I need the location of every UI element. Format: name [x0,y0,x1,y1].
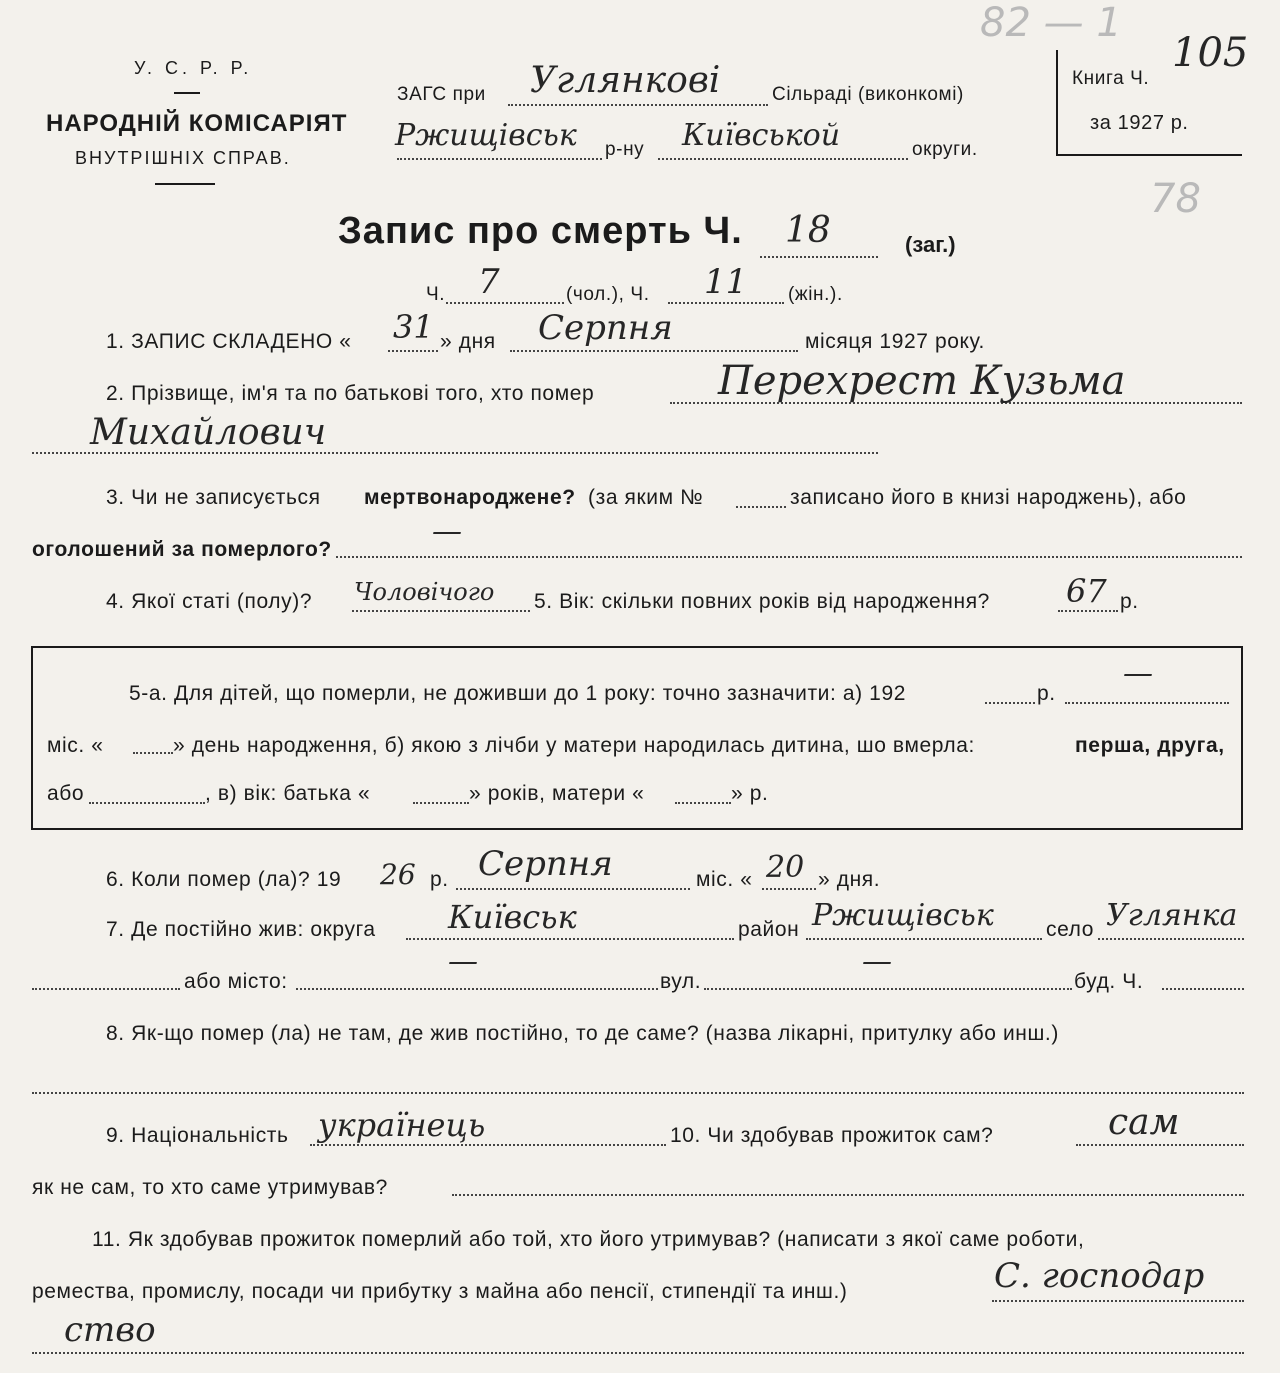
female-count-value: 11 [704,262,748,302]
q5a-day-line [133,752,173,754]
q5a-line3-b: , в) вік: батька « [205,782,371,805]
q1-mid: » дня [440,330,496,353]
zags-suffix: Сільраді (виконкомі) [772,84,964,105]
q7-vul-line [704,988,1072,990]
q10-answer-value: сам [1108,1102,1180,1143]
q5a-mother-age-line [675,802,731,804]
commissariat-label: НАРОДНІЙ КОМІСАРІЯТ [46,110,348,137]
q11-line1: 11. Як здобував прожиток померлий або той, хто його утримував? (написати з якої саме роботи, [92,1228,1085,1251]
okrug-value: Київськой [682,118,841,153]
q4-sex-line [352,610,530,612]
q11-answer-value-a: С. господар [994,1256,1205,1296]
record-number-value: 18 [785,210,831,251]
q7-okrug-value: Київськ [448,898,577,936]
q7-rayon-line [806,938,1042,940]
zags-prefix: ЗАГС при [397,84,486,105]
q7-pre-misto-line [32,988,180,990]
q8-answer-line [32,1092,1244,1094]
q5-age-suffix: р. [1120,590,1139,613]
q5a-line1: 5-а. Для дітей, що померли, не доживши до 1 року: точно зазначити: а) 192 [129,682,907,705]
q6-day-value: 20 [766,850,805,885]
q7-vul-label: вул. [660,970,702,993]
q9-nat-line [310,1144,666,1146]
q8-label: 8. Як-що помер (ла) не там, де жив постійно, то де саме? (назва лікарні, притулку або инш.) [106,1022,1059,1045]
republic-label: У. С. Р. Р. [134,58,253,78]
q6-r: р. [430,868,449,891]
pencil-mark-top: 82 — 1 [980,0,1122,46]
q6-month-line [456,888,690,890]
q3-stillborn-label: мертвонароджене? [364,486,576,509]
q5a-line2-b: » день народження, б) якою з лічби у матери народилась дитина, шо вмерла: [173,734,975,757]
q7-bud-line [1162,988,1244,990]
zags-village-value: Углянкові [530,60,721,101]
q9-nat-value: українець [318,1106,486,1144]
district-value: Ржищівськ [395,118,577,153]
q10-follow-label: як не сам, то хто саме утримував? [32,1176,388,1199]
q3-number-line [736,506,786,508]
q5a-year-suffix: р. [1037,682,1056,705]
q7-rayon-value: Ржищівськ [812,898,994,933]
q2-patronymic-value: Михайлович [90,412,327,453]
q1-label: 1. ЗАПИС СКЛАДЕНО « [106,330,352,353]
header-rule [174,92,200,94]
q1-month-line [510,350,798,352]
male-suffix: (чол.), Ч. [566,284,650,305]
q5-label: 5. Вік: скільки повних років від народження? [534,590,990,613]
q2-label: 2. Прізвище, ім'я та по батькові того, хто помер [106,382,595,405]
infant-section-box [31,646,1243,830]
q4-sex-value: Чоловічого [354,578,495,606]
q5a-month-line [1065,702,1229,704]
q1-month-value: Серпня [538,308,673,348]
q3-label-c: записано його в книзі народжень), або [790,486,1187,509]
q7-selo-value: Углянка [1106,898,1238,933]
q7-misto-line [296,988,658,990]
male-count-value: 7 [478,262,500,302]
q9-label: 9. Національність [106,1124,289,1147]
q5a-line2-a: міс. « [47,734,104,757]
book-year-label: за 1927 р. [1090,112,1189,134]
q4-label: 4. Якої статі (полу)? [106,590,313,613]
record-number-line [760,256,878,258]
q1-day-line [388,350,438,352]
okrug-line [658,158,908,160]
q5a-birth-order: перша, друга, [1075,734,1225,757]
q5-age-line [1058,610,1118,612]
q5a-year-line [985,702,1035,704]
q11-line2: ремества, промислу, посади чи прибутку з майна або пенсії, стипендії та инш.) [32,1280,848,1303]
q7-misto-label: або місто: [184,970,288,993]
q6-day-line [762,888,816,890]
female-count-line [668,302,784,304]
q6-mis: міс. « [696,868,753,891]
q10-label: 10. Чи здобував прожиток сам? [670,1124,994,1147]
male-count-line [446,302,564,304]
record-suffix: (заг.) [905,232,956,257]
q7-bud-label: буд. Ч. [1074,970,1144,993]
q10-follow-line [452,1194,1244,1196]
okrug-suffix: округи. [912,139,978,160]
q1-suffix: місяця 1927 року. [805,330,985,353]
q7-okrug-line [406,938,734,940]
q7-rayon-label: район [738,918,800,941]
q3-label-a: 3. Чи не записується [106,486,321,509]
q5a-line3-a: або [47,782,85,805]
book-box-left-border [1056,50,1058,156]
q7-label: 7. Де постійно жив: округа [106,918,376,941]
q3-answer-value: — [432,514,462,549]
q5a-line3-c: » років, матери « [469,782,645,805]
q5-age-value: 67 [1066,572,1107,610]
q11-answer-line-a [992,1300,1244,1302]
district-line [397,158,602,160]
book-box-bottom-border [1056,154,1242,156]
zags-village-line [508,104,768,106]
q5a-or-line [89,802,205,804]
q5a-dash-value: — [1123,656,1153,691]
female-suffix: (жін.). [788,284,843,305]
q5a-line3-d: » р. [731,782,769,805]
q7-vul-value: — [862,944,892,979]
q2-name-value: Перехрест Кузьма [718,358,1126,404]
q3-label-b: (за яким № [588,486,704,509]
book-number-value: 105 [1172,30,1249,76]
q3-declared-dead-label: оголошений за померлого? [32,538,332,561]
district-suffix: р-ну [605,139,645,160]
book-label: Книга Ч. [1072,68,1150,89]
q11-answer-value-b: ство [64,1310,156,1350]
q5a-father-age-line [413,802,469,804]
q6-label: 6. Коли помер (ла)? 19 [106,868,342,891]
q11-answer-line-b [32,1352,1244,1354]
pencil-mark-side: 78 [1150,176,1201,222]
q7-misto-value: — [448,944,478,979]
q7-selo-line [1098,938,1244,940]
q6-month-value: Серпня [478,844,613,884]
record-title: Запис про смерть Ч. [338,210,743,252]
q7-selo-label: село [1046,918,1095,941]
department-label: ВНУТРІШНІХ СПРАВ. [75,148,291,168]
q10-answer-line [1076,1144,1244,1146]
q1-day-value: 31 [393,308,434,346]
q6-suffix: » дня. [818,868,881,891]
male-prefix: Ч. [426,284,446,305]
q6-year-value: 26 [380,858,416,891]
q3-answer-line [336,556,1242,558]
header-rule [155,183,215,185]
